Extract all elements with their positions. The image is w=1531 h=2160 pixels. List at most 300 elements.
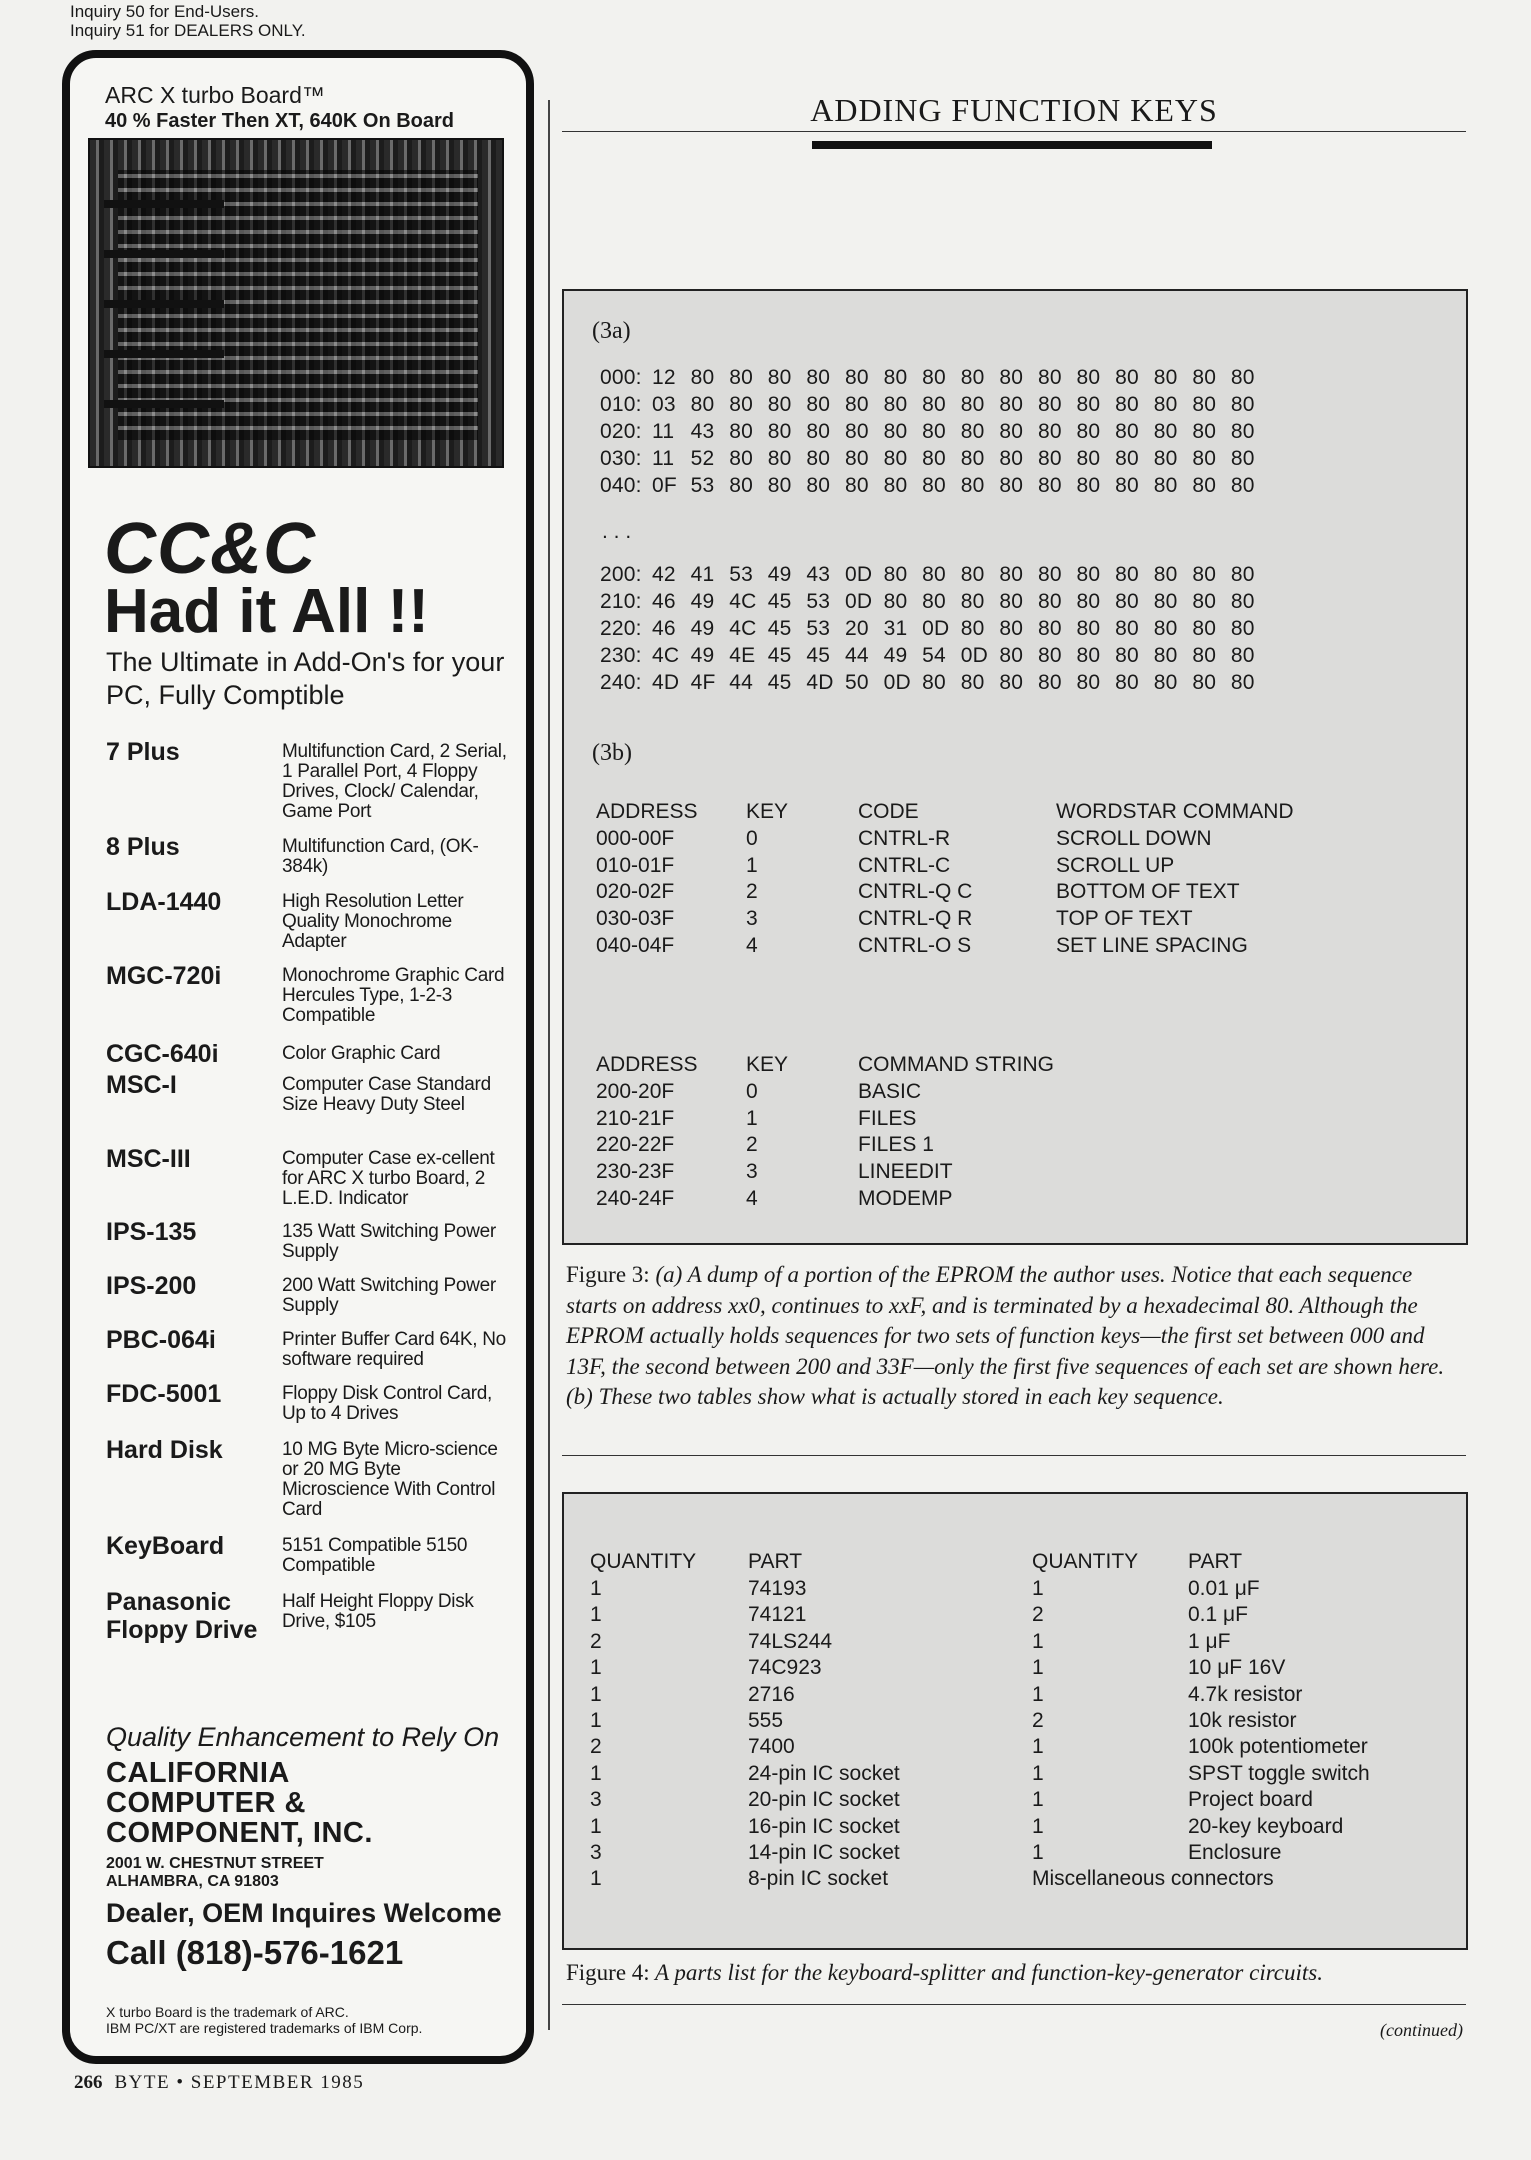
parts-cell: 7400	[748, 1735, 795, 1759]
hex-byte: 80	[1192, 474, 1217, 497]
hex-byte: 80	[1115, 671, 1139, 694]
product-name: PBC-064i	[106, 1326, 216, 1354]
hex-byte: 4C	[729, 590, 757, 613]
hex-byte: 80	[767, 447, 792, 470]
hex-byte: 80	[999, 447, 1024, 470]
figure-3a-label: (3a)	[592, 318, 631, 344]
table-cell: BASIC	[858, 1080, 922, 1103]
product-description: Monochrome Graphic Card Hercules Type, 1-2-3 Compatible	[282, 965, 505, 1026]
hex-byte: 80	[1230, 563, 1255, 586]
parts-cell: 10k resistor	[1188, 1709, 1297, 1732]
hex-byte: 4C	[652, 644, 680, 667]
parts-cell: 0.1 μF	[1188, 1603, 1248, 1627]
hex-byte: 80	[729, 474, 753, 497]
hex-byte: 45	[767, 644, 792, 667]
hex-byte: 80	[1192, 420, 1217, 443]
hex-byte: 4D	[652, 671, 680, 694]
hex-byte: 80	[922, 366, 946, 389]
hex-byte: 80	[1153, 617, 1178, 640]
product-row	[106, 1272, 506, 1332]
product-description: Computer Case ex-cellent for ARC X turbo Board, 2 L.E.D. Indicator	[282, 1148, 495, 1209]
product-row	[106, 1218, 506, 1278]
hex-byte: 80	[844, 447, 869, 470]
parts-cell: 2	[1032, 1709, 1044, 1732]
hex-byte: 4C	[729, 617, 757, 640]
hex-byte: 80	[1037, 671, 1062, 694]
hex-byte: 31	[883, 617, 908, 640]
hex-byte: 43	[690, 420, 715, 443]
hex-byte: 4E	[729, 644, 756, 667]
hex-row	[600, 474, 1270, 498]
table-cell: 4	[746, 1186, 758, 1210]
hex-byte: 0F	[652, 474, 677, 497]
hex-byte: 50	[844, 671, 869, 694]
hex-byte: 80	[1230, 644, 1255, 667]
hex-byte: 80	[844, 366, 869, 389]
table-cell: 1	[746, 853, 758, 877]
hex-byte: 80	[922, 671, 946, 694]
hex-byte: 80	[1192, 563, 1217, 586]
hex-byte: 80	[1153, 366, 1178, 389]
figure-3b-label: (3b)	[592, 740, 632, 766]
parts-cell: 74121	[748, 1603, 807, 1627]
parts-cell: 24-pin IC socket	[748, 1761, 900, 1785]
hex-byte: 0D	[922, 617, 950, 640]
table-cell: CNTRL-Q C	[858, 880, 973, 904]
product-description: 5151 Compatible 5150 Compatible	[282, 1535, 468, 1576]
hex-byte: 80	[1076, 590, 1101, 613]
hex-byte: 80	[1230, 474, 1255, 497]
hex-address: 010:	[600, 393, 642, 416]
table-cell: 040-04F	[596, 933, 675, 957]
hex-byte: 80	[844, 393, 869, 416]
hex-address: 210:	[600, 590, 642, 613]
parts-cell: 74193	[748, 1577, 807, 1600]
hex-byte: 80	[960, 474, 985, 497]
hex-byte: 80	[1115, 590, 1139, 613]
hex-byte: 80	[883, 447, 908, 470]
hex-byte: 80	[806, 447, 831, 470]
parts-cell: 1	[590, 1682, 602, 1706]
table-cell: TOP OF TEXT	[1056, 907, 1193, 931]
hex-byte: 80	[999, 563, 1024, 586]
table-cell: FILES	[858, 1106, 917, 1130]
hex-byte: 80	[1192, 671, 1217, 694]
hex-address: 230:	[600, 644, 642, 667]
table-header: KEY	[746, 1053, 789, 1076]
hex-byte: 11	[652, 420, 675, 443]
table-cell: LINEEDIT	[858, 1160, 953, 1184]
hex-byte: 80	[729, 420, 753, 443]
table-cell: MODEMP	[858, 1186, 953, 1210]
caption-lead: Figure 4:	[566, 1960, 650, 1985]
parts-cell: SPST toggle switch	[1188, 1761, 1370, 1785]
dealer-notice: Dealer, OEM Inquires Welcome	[106, 1898, 502, 1928]
company-name: CALIFORNIA COMPUTER & COMPONENT, INC.	[106, 1757, 373, 1849]
hex-row	[600, 420, 1270, 444]
hex-byte: 80	[1153, 393, 1178, 416]
table-cell: 4	[746, 933, 758, 957]
hex-byte: 80	[883, 420, 908, 443]
parts-cell: 1	[1032, 1841, 1044, 1864]
parts-cell: 1	[1032, 1656, 1044, 1680]
hex-byte: 80	[1115, 366, 1139, 389]
hex-byte: 80	[1076, 393, 1101, 416]
hex-byte: 80	[1153, 671, 1178, 694]
hex-byte: 80	[729, 366, 753, 389]
product-name: MSC-I	[106, 1071, 177, 1099]
parts-header: QUANTITY	[590, 1550, 697, 1573]
inquiry-end-users: Inquiry 50 for End-Users.	[70, 2, 259, 21]
brand-logo: CC&C	[104, 509, 316, 589]
hex-byte: 80	[1115, 563, 1139, 586]
hex-byte: 80	[729, 447, 753, 470]
parts-cell: 2	[590, 1629, 602, 1653]
product-description: Color Graphic Card	[282, 1043, 441, 1064]
trademark-notice	[106, 2004, 422, 2036]
product-name: MGC-720i	[106, 962, 222, 990]
hex-byte: 80	[999, 366, 1024, 389]
hex-byte: 80	[999, 393, 1024, 416]
trademark-line: X turbo Board is the trademark of ARC.	[106, 2004, 349, 2020]
figure-4-box	[562, 1492, 1468, 1950]
hex-byte: 80	[1076, 420, 1101, 443]
hex-byte: 45	[767, 617, 792, 640]
hex-byte: 80	[767, 420, 792, 443]
company-address	[106, 1855, 324, 1891]
parts-header: QUANTITY	[1032, 1550, 1139, 1573]
hex-byte: 80	[1115, 447, 1139, 470]
hex-byte: 80	[1153, 420, 1178, 443]
ad-product-subtitle: 40 % Faster Then XT, 640K On Board	[105, 110, 454, 132]
caption-text: A parts list for the keyboard-splitter and function-key-generator circuits.	[655, 1960, 1324, 1985]
hex-byte: 80	[1037, 644, 1062, 667]
product-row	[106, 1326, 506, 1386]
product-row	[106, 888, 506, 952]
hex-address: 040:	[600, 474, 642, 497]
hex-byte: 80	[1115, 617, 1139, 640]
hex-byte: 80	[883, 366, 908, 389]
product-row	[106, 962, 506, 1026]
table-header: WORDSTAR COMMAND	[1056, 800, 1294, 823]
parts-cell: 1	[590, 1867, 602, 1891]
hex-byte: 80	[960, 617, 985, 640]
hex-byte: 80	[1192, 447, 1217, 470]
hex-byte: 80	[922, 590, 946, 613]
product-row	[106, 738, 507, 822]
hex-byte: 80	[1076, 671, 1101, 694]
parts-cell: 20-pin IC socket	[748, 1788, 900, 1812]
hex-byte: 80	[960, 393, 985, 416]
product-row	[106, 1436, 506, 1520]
hex-byte: 11	[652, 447, 675, 470]
hex-byte: 80	[922, 420, 946, 443]
hex-byte: 80	[883, 393, 908, 416]
hex-byte: 80	[1037, 617, 1062, 640]
table-cell: SCROLL DOWN	[1056, 827, 1212, 850]
magazine-issue: BYTE • SEPTEMBER 1985	[114, 2072, 365, 2093]
table-header: COMMAND STRING	[858, 1053, 1054, 1076]
hex-byte: 80	[1230, 366, 1255, 389]
product-row	[106, 1532, 506, 1592]
product-name: IPS-200	[106, 1272, 197, 1300]
hex-byte: 0D	[844, 563, 873, 586]
hex-byte: 80	[1037, 420, 1062, 443]
hex-byte: 80	[1037, 393, 1062, 416]
product-name: MSC-III	[106, 1145, 191, 1173]
parts-cell: 100k potentiometer	[1188, 1735, 1368, 1759]
parts-cell: 14-pin IC socket	[748, 1841, 900, 1864]
hex-byte: 49	[690, 590, 715, 613]
parts-cell: 3	[590, 1841, 602, 1864]
hex-byte: 80	[1153, 644, 1178, 667]
hex-byte: 44	[844, 644, 869, 667]
parts-cell: 3	[590, 1788, 602, 1812]
hex-byte: 49	[767, 563, 792, 586]
figure-4-caption	[566, 1958, 1460, 1989]
caption-rule	[562, 1455, 1466, 1456]
page-footer	[74, 2072, 364, 2094]
table-cell: 2	[746, 1133, 758, 1157]
hex-byte: 80	[1076, 617, 1101, 640]
product-description: 10 MG Byte Micro-science or 20 MG Byte Microscience With Control Card	[282, 1439, 498, 1520]
circuit-board-photo	[88, 138, 504, 468]
hex-byte: 0D	[960, 644, 988, 667]
hex-byte: 80	[1153, 474, 1178, 497]
hex-byte: 80	[690, 366, 715, 389]
hex-byte: 80	[1153, 447, 1178, 470]
hex-byte: 80	[1076, 366, 1101, 389]
parts-cell: 1	[590, 1814, 602, 1838]
product-row	[106, 1145, 506, 1209]
parts-cell: 74C923	[748, 1656, 822, 1680]
table-cell: SET LINE SPACING	[1056, 933, 1248, 957]
hex-byte: 80	[1115, 393, 1139, 416]
table-cell: 3	[746, 907, 758, 931]
hex-byte: 80	[1076, 447, 1101, 470]
hex-byte: 80	[1230, 617, 1255, 640]
parts-cell: 0.01 μF	[1188, 1577, 1260, 1600]
hex-byte: 80	[1230, 447, 1255, 470]
table-cell: CNTRL-R	[858, 827, 951, 850]
hex-byte: 80	[767, 474, 792, 497]
parts-cell: 1	[1032, 1761, 1044, 1785]
hex-byte: 49	[690, 617, 715, 640]
product-name: CGC-640i	[106, 1040, 219, 1068]
product-row	[106, 833, 506, 893]
caption-rule	[562, 2004, 1466, 2005]
hex-byte: 80	[806, 474, 831, 497]
hex-byte: 80	[1192, 644, 1217, 667]
hex-byte: 80	[883, 590, 908, 613]
hex-byte: 80	[1230, 671, 1255, 694]
hex-address: 020:	[600, 420, 642, 443]
hex-byte: 53	[806, 590, 831, 613]
hex-address: 220:	[600, 617, 642, 640]
hex-byte: 54	[922, 644, 946, 667]
hex-address: 030:	[600, 447, 642, 470]
hex-byte: 80	[1153, 563, 1178, 586]
parts-cell: 1	[1032, 1629, 1044, 1653]
parts-cell: 1	[590, 1761, 602, 1785]
hex-byte: 45	[767, 671, 792, 694]
table-cell: 220-22F	[596, 1133, 675, 1157]
parts-cell: 555	[748, 1709, 784, 1732]
hex-byte: 80	[844, 474, 869, 497]
caption-lead: Figure 3:	[566, 1262, 650, 1287]
table-cell: 210-21F	[596, 1106, 675, 1130]
hex-byte: 46	[652, 590, 676, 613]
parts-cell: 1	[1032, 1577, 1044, 1600]
hex-address: 000:	[600, 366, 642, 389]
parts-cell: 1 μF	[1188, 1629, 1231, 1653]
table-cell: 3	[746, 1160, 758, 1184]
hex-byte: 49	[883, 644, 908, 667]
parts-cell: 8-pin IC socket	[748, 1867, 889, 1891]
parts-cell: 1	[1032, 1735, 1044, 1759]
hex-row	[600, 617, 1270, 641]
quality-slogan: Quality Enhancement to Rely On	[106, 1722, 500, 1752]
table-header: CODE	[858, 800, 919, 823]
product-name: FDC-5001	[106, 1380, 222, 1408]
address-city: ALHAMBRA, CA 91803	[106, 1873, 279, 1890]
hex-byte: 42	[652, 563, 676, 586]
hex-byte: 80	[1230, 393, 1255, 416]
trademark-line: IBM PC/XT are registered trademarks of IBM Corp.	[106, 2020, 423, 2036]
hex-byte: 4D	[806, 671, 834, 694]
table-cell: 230-23F	[596, 1160, 675, 1184]
hex-byte: 80	[806, 393, 831, 416]
table-cell: CNTRL-C	[858, 853, 951, 877]
page-number: 266	[74, 2072, 103, 2093]
hex-row	[600, 671, 1270, 695]
table-header: ADDRESS	[596, 1053, 698, 1076]
hex-byte: 80	[844, 420, 869, 443]
parts-cell: 4.7k resistor	[1188, 1682, 1303, 1706]
hex-byte: 80	[1076, 563, 1101, 586]
hex-byte: 80	[729, 393, 753, 416]
hex-row	[600, 393, 1270, 417]
hex-byte: 46	[652, 617, 676, 640]
table-cell: BOTTOM OF TEXT	[1056, 880, 1240, 904]
product-name: Hard Disk	[106, 1436, 223, 1464]
product-description: Floppy Disk Control Card, Up to 4 Drives	[282, 1383, 493, 1424]
hex-byte: 80	[1076, 644, 1101, 667]
table-cell: 1	[746, 1106, 758, 1130]
table-cell: 020-02F	[596, 880, 675, 904]
hex-byte: 80	[1192, 366, 1217, 389]
product-description: Printer Buffer Card 64K, No software required	[282, 1329, 506, 1370]
parts-cell: 1	[590, 1603, 602, 1627]
hex-byte: 80	[1037, 590, 1062, 613]
hex-byte: 45	[806, 644, 831, 667]
product-description: 200 Watt Switching Power Supply	[282, 1275, 496, 1316]
hex-byte: 49	[690, 644, 715, 667]
hex-address: 200:	[600, 563, 642, 586]
hex-byte: 41	[690, 563, 715, 586]
hex-byte: 80	[960, 671, 985, 694]
parts-cell: 2716	[748, 1682, 795, 1706]
hex-byte: 43	[806, 563, 831, 586]
hex-byte: 03	[652, 393, 676, 416]
hex-byte: 80	[999, 590, 1024, 613]
hex-byte: 80	[1037, 474, 1062, 497]
hex-byte: 53	[690, 474, 715, 497]
product-description: Half Height Floppy Disk Drive, $105	[282, 1591, 474, 1632]
parts-cell: 2	[590, 1735, 602, 1759]
hex-byte: 80	[806, 420, 831, 443]
hex-byte: 80	[1115, 474, 1139, 497]
hex-byte: 80	[922, 563, 946, 586]
phone-number: Call (818)-576-1621	[106, 1934, 404, 1971]
figure-3-caption	[566, 1260, 1460, 1413]
hex-byte: 80	[999, 671, 1024, 694]
table-cell: CNTRL-O S	[858, 933, 972, 957]
table-cell: CNTRL-Q R	[858, 907, 973, 931]
table-cell: 000-00F	[596, 827, 675, 850]
article-header: ADDING FUNCTION KEYS	[810, 92, 1218, 128]
product-name: 7 Plus	[106, 738, 180, 766]
product-description: Multifunction Card, 2 Serial, 1 Parallel Port, 4 Floppy Drives, Clock/ Calendar, Game Port	[282, 741, 507, 822]
hex-byte: 80	[960, 590, 985, 613]
hex-byte: 80	[1115, 644, 1139, 667]
hex-byte: 80	[1192, 617, 1217, 640]
parts-cell: 1	[1032, 1788, 1044, 1812]
parts-header: PART	[1188, 1550, 1243, 1573]
parts-cell: Project board	[1188, 1788, 1313, 1812]
hex-byte: 0D	[883, 671, 911, 694]
parts-header: PART	[748, 1550, 803, 1573]
table-cell: 240-24F	[596, 1186, 675, 1210]
header-bar	[812, 141, 1212, 149]
product-name: LDA-1440	[106, 888, 222, 916]
hex-byte: 80	[1037, 563, 1062, 586]
hex-row	[600, 563, 1270, 587]
hex-byte: 20	[844, 617, 869, 640]
hex-byte: 12	[652, 366, 676, 389]
parts-cell: 1	[590, 1656, 602, 1680]
hex-byte: 80	[1037, 447, 1062, 470]
table-cell: 2	[746, 880, 758, 904]
hex-row	[600, 366, 1270, 390]
hex-byte: 80	[1192, 393, 1217, 416]
hex-byte: 80	[922, 393, 946, 416]
table-cell: 0	[746, 1080, 758, 1103]
hex-byte: 80	[883, 474, 908, 497]
parts-cell: 10 μF 16V	[1188, 1656, 1286, 1680]
product-row	[106, 1380, 506, 1440]
hex-byte: 80	[1230, 590, 1255, 613]
inquiry-dealers: Inquiry 51 for DEALERS ONLY.	[70, 21, 306, 40]
ad-tagline: The Ultimate in Add-On's for your PC, Fully Comptible	[106, 647, 505, 710]
hex-byte: 80	[999, 474, 1024, 497]
hex-byte: 80	[1037, 366, 1062, 389]
hex-row	[600, 447, 1270, 471]
parts-cell: 1	[590, 1577, 602, 1600]
table-cell: FILES 1	[858, 1133, 934, 1157]
product-description: Multifunction Card, (OK-384k)	[282, 836, 479, 877]
parts-cell: 74LS244	[748, 1629, 833, 1653]
hex-byte: 80	[1192, 590, 1217, 613]
hex-byte: 80	[690, 393, 715, 416]
hex-byte: 80	[922, 474, 946, 497]
product-name: 8 Plus	[106, 833, 180, 861]
product-description: High Resolution Letter Quality Monochrome Adapter	[282, 891, 464, 952]
hex-byte: 80	[806, 366, 831, 389]
parts-cell: Enclosure	[1188, 1841, 1282, 1864]
hex-byte: 53	[806, 617, 831, 640]
parts-cell: 1	[1032, 1682, 1044, 1706]
